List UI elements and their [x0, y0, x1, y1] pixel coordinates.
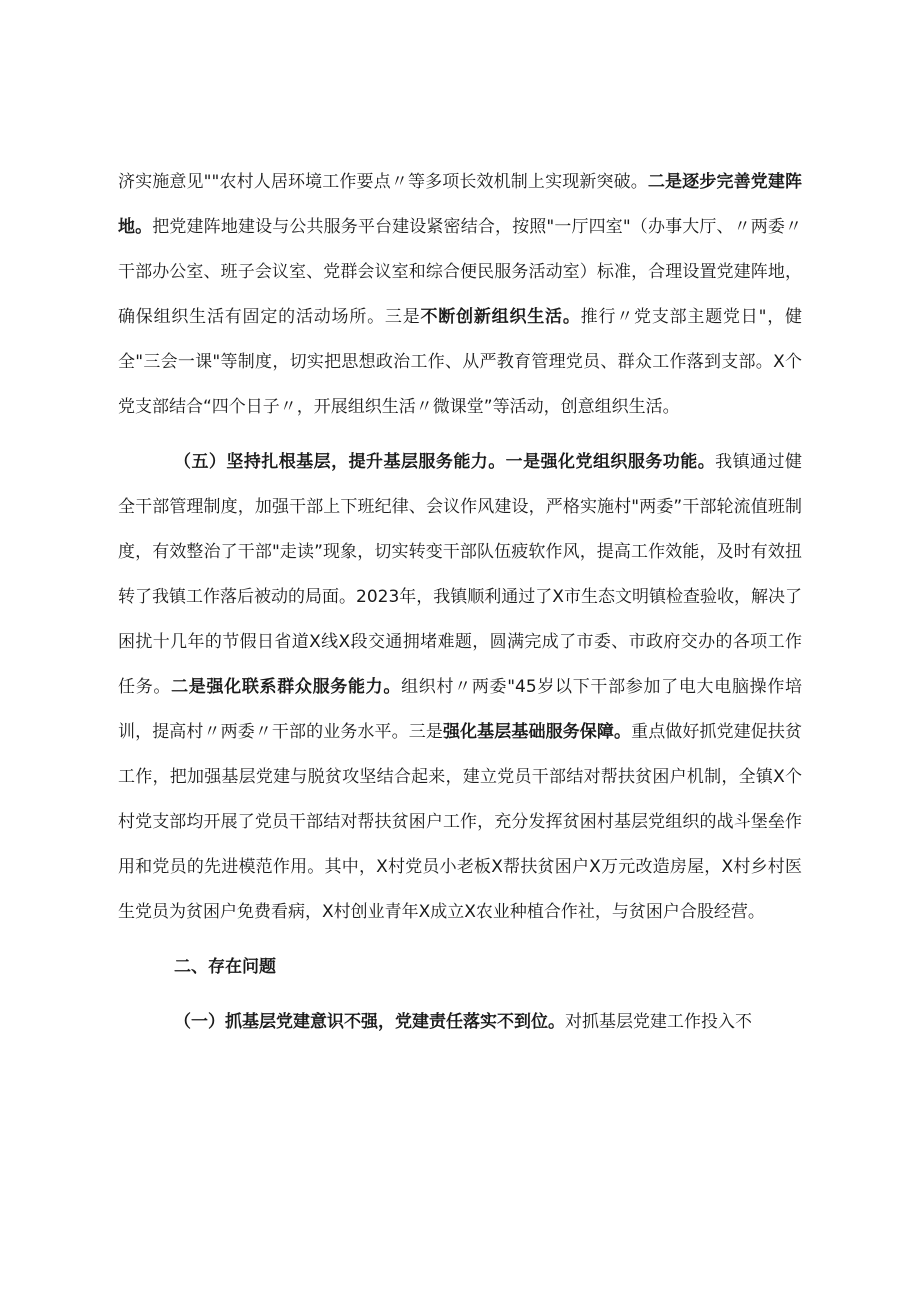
text-run: 对抓基层党建工作投入不: [565, 1012, 752, 1032]
bold-text-run: 不断创新组织生活。: [420, 307, 581, 327]
paragraph-problem-one: [118, 1000, 802, 1045]
bold-text-run: 二是强化联系群众服务能力。: [171, 677, 402, 697]
text-run: 组织村〃两委"45岁以下干部参加了电大电脑操作培训，提高村〃两委〃干部的业务水平。三是: [118, 677, 803, 742]
document-body: [118, 160, 802, 1045]
paragraph-party-building-base: [118, 160, 802, 430]
bold-text-run: （五）坚持扎根基层，提升基层服务能力。一是强化党组织服务功能。: [174, 452, 716, 472]
paragraph-section-five: [118, 440, 802, 935]
bold-text-run: 二是逐步完善党建阵地。: [118, 172, 803, 237]
text-run: 济实施意见""农村人居环境工作要点〃等多项长效机制上实现新突破。: [118, 172, 648, 192]
bold-text-run: （一）抓基层党建意识不强，党建责任落实不到位。: [174, 1012, 565, 1032]
text-run: 重点做好抓党建促扶贫工作，把加强基层党建与脱贫攻坚结合起来，建立党员干部结对帮扶贫困户机制，全镇X个村党支部均开展了党员干部结对帮扶贫困户工作，充分发挥贫困村基层党组织的战斗堡垒作用和党员的先进模范作用。其中，X村党员小老板X帮扶贫困户X万元改造房屋，X村乡村医生党员为贫困户免费看病，X村创业青年X成立X农业种植合作社，与贫困户合股经营。: [118, 722, 803, 922]
bold-text-run: 强化基层基础服务保障。: [442, 722, 632, 742]
section-heading-existing-problems: [118, 945, 802, 990]
text-run: 推行〃党支部主题党日"，健全"三会一课"等制度，切实把思想政治工作、从严教育管理党员、群众工作落到支部。X个党支部结合“四个日子〃，开展组织生活〃微课堂”等活动，创意组织生活。: [118, 307, 803, 417]
text-run: 把党建阵地建设与公共服务平台建设紧密结合，按照"一厅四室"（办事大厅、〃两委〃干部办公室、班子会议室、党群会议室和综合便民服务活动室）标准，合理设置党建阵地，确保组织生活有固定的活动场所。三是: [118, 217, 803, 327]
text-run: 我镇通过健全干部管理制度，加强干部上下班纪律、会议作风建设，严格实施村"两委”干部轮流值班制度，有效整治了干部"走读”现象，切实转变干部队伍疲软作风，提高工作效能，及时有效扭转了我镇工作落后被动的局面。2023年，我镇顺利通过了X市生态文明镇检查验收，解决了困扰十几年的节假日省道X线X段交通拥堵难题，圆满完成了市委、市政府交办的各项工作任务。: [118, 452, 803, 697]
heading-text: 二、存在问题: [174, 957, 276, 977]
